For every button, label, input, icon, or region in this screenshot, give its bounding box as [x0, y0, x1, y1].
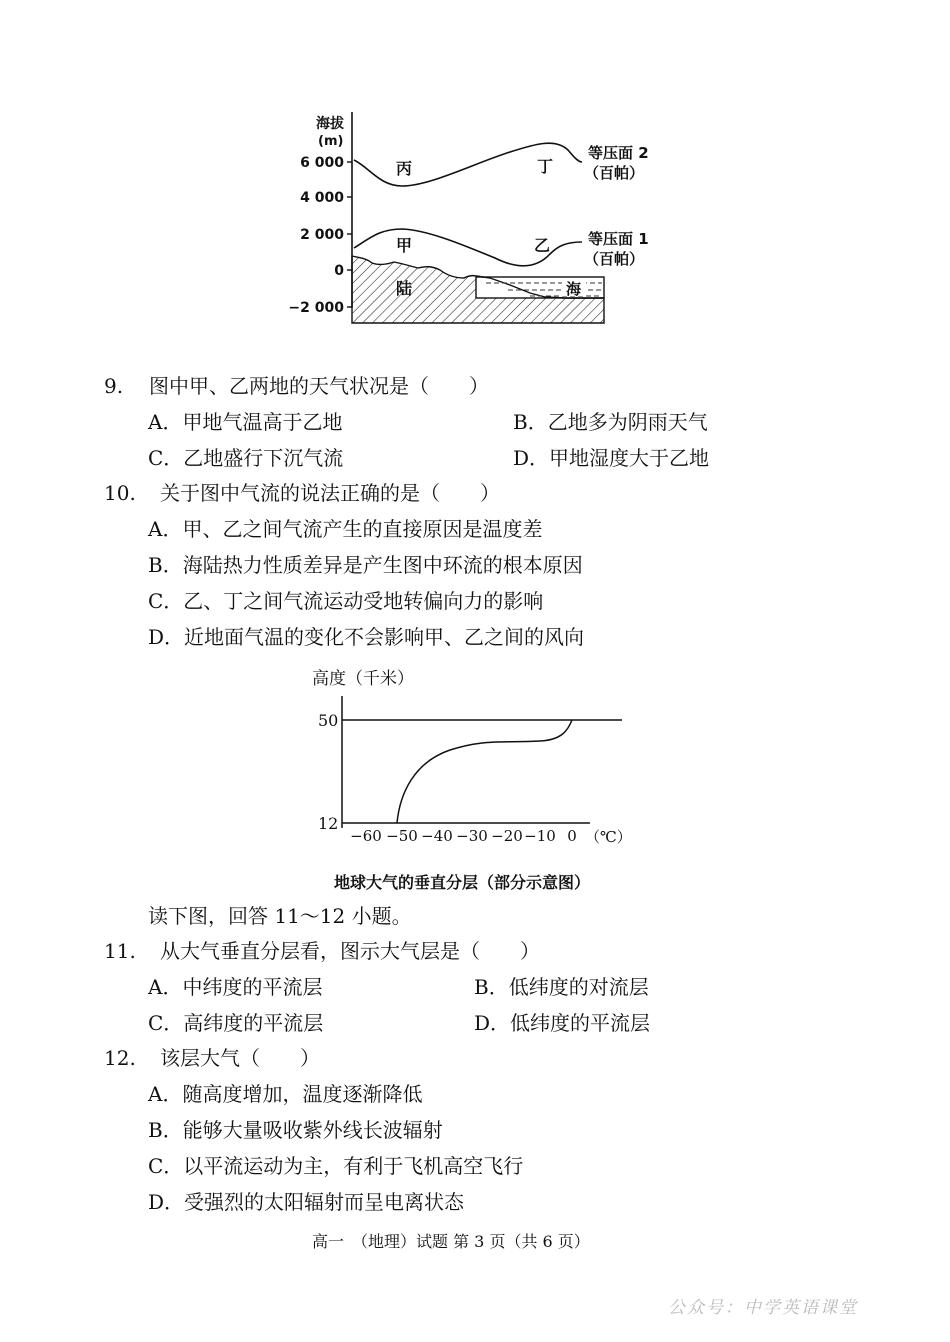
q9-option-c[interactable]: C．乙地盛行下沉气流	[148, 446, 344, 470]
q11-option-b[interactable]: B．低纬度的对流层	[474, 975, 649, 999]
question-10	[104, 480, 500, 506]
isobar-2-unit: （百帕）	[584, 164, 645, 182]
chart2-x-tick-4: −20	[491, 827, 523, 845]
question-12	[104, 1045, 320, 1071]
chart2-x-tick-1: −50	[386, 827, 418, 845]
watermark: 公众号：中学英语课堂	[668, 1298, 858, 1318]
chart2-y-title: 高度（千米）	[312, 669, 414, 689]
isobar-1-label: 等压面 1	[588, 230, 649, 248]
q12-option-a[interactable]: A．随高度增加，温度逐渐降低	[148, 1082, 423, 1106]
q9-option-b[interactable]: B．乙地多为阴雨天气	[513, 410, 708, 434]
question-11	[104, 938, 540, 964]
question-9-number: 9.	[104, 374, 124, 398]
y-tick-label-4000: 4 000	[300, 190, 344, 206]
label-yi: 乙	[534, 236, 551, 255]
y-tick-label-0: 0	[334, 263, 344, 279]
chart2-x-tick-3: −30	[456, 827, 488, 845]
label-land: 陆	[396, 279, 413, 298]
question-10-stem: 关于图中气流的说法正确的是（ ）	[160, 481, 500, 505]
question-10-number: 10.	[104, 481, 136, 505]
question-11-stem: 从大气垂直分层看，图示大气层是（ ）	[160, 939, 540, 963]
question-11-number: 11.	[104, 939, 136, 963]
isobar-1-unit: （百帕）	[584, 250, 645, 268]
chart2-temperature-curve	[397, 720, 572, 823]
q9-option-a[interactable]: A．甲地气温高于乙地	[148, 410, 343, 434]
isobar-diagram	[290, 108, 690, 333]
atmosphere-layer-chart	[300, 662, 650, 892]
section-intro: 读下图，回答 11～12 小题。	[148, 904, 412, 928]
q12-option-c[interactable]: C．以平流运动为主，有利于飞机高空飞行	[148, 1154, 524, 1178]
chart2-y-tick-12: 12	[318, 814, 339, 833]
isobar-2-label: 等压面 2	[588, 144, 649, 162]
q12-option-b[interactable]: B．能够大量吸收紫外线长波辐射	[148, 1118, 443, 1142]
y-tick-label-minus2000: −2 000	[288, 300, 344, 316]
q10-option-d[interactable]: D．近地面气温的变化不会影响甲、乙之间的风向	[148, 625, 585, 649]
question-9-stem: 图中甲、乙两地的天气状况是（ ）	[149, 374, 489, 398]
page-footer: 高一 （地理）试题 第 3 页（共 6 页）	[312, 1232, 590, 1251]
chart2-x-tick-0: −60	[350, 827, 382, 845]
q12-option-d[interactable]: D．受强烈的太阳辐射而呈电离状态	[148, 1190, 465, 1214]
chart2-x-tick-5: −10	[524, 827, 556, 845]
y-axis-title-2: (m)	[318, 134, 344, 149]
q10-option-a[interactable]: A．甲、乙之间气流产生的直接原因是温度差	[148, 517, 543, 541]
chart2-x-unit: （℃）	[585, 828, 632, 846]
label-bing: 丙	[396, 159, 413, 178]
chart2-x-tick-2: −40	[421, 827, 453, 845]
q10-option-b[interactable]: B．海陆热力性质差异是产生图中环流的根本原因	[148, 553, 583, 577]
q11-option-c[interactable]: C．高纬度的平流层	[148, 1011, 324, 1035]
q11-option-a[interactable]: A．中纬度的平流层	[148, 975, 323, 999]
chart2-caption: 地球大气的垂直分层（部分示意图）	[334, 873, 591, 892]
q11-option-d[interactable]: D．低纬度的平流层	[474, 1011, 651, 1035]
y-axis-title-1: 海拔	[316, 116, 344, 132]
q10-option-c[interactable]: C．乙、丁之间气流运动受地转偏向力的影响	[148, 589, 544, 613]
y-tick-label-6000: 6 000	[300, 155, 344, 171]
chart2-x-tick-6: 0	[567, 827, 577, 845]
label-jia: 甲	[396, 236, 413, 255]
label-sea: 海	[566, 280, 582, 298]
chart2-y-tick-50: 50	[318, 711, 339, 730]
q9-option-d[interactable]: D．甲地湿度大于乙地	[513, 446, 710, 470]
question-12-number: 12.	[104, 1046, 136, 1070]
label-ding: 丁	[537, 157, 554, 176]
y-tick-label-2000: 2 000	[300, 227, 344, 243]
question-9	[104, 373, 489, 399]
question-12-stem: 该层大气（ ）	[160, 1046, 320, 1070]
